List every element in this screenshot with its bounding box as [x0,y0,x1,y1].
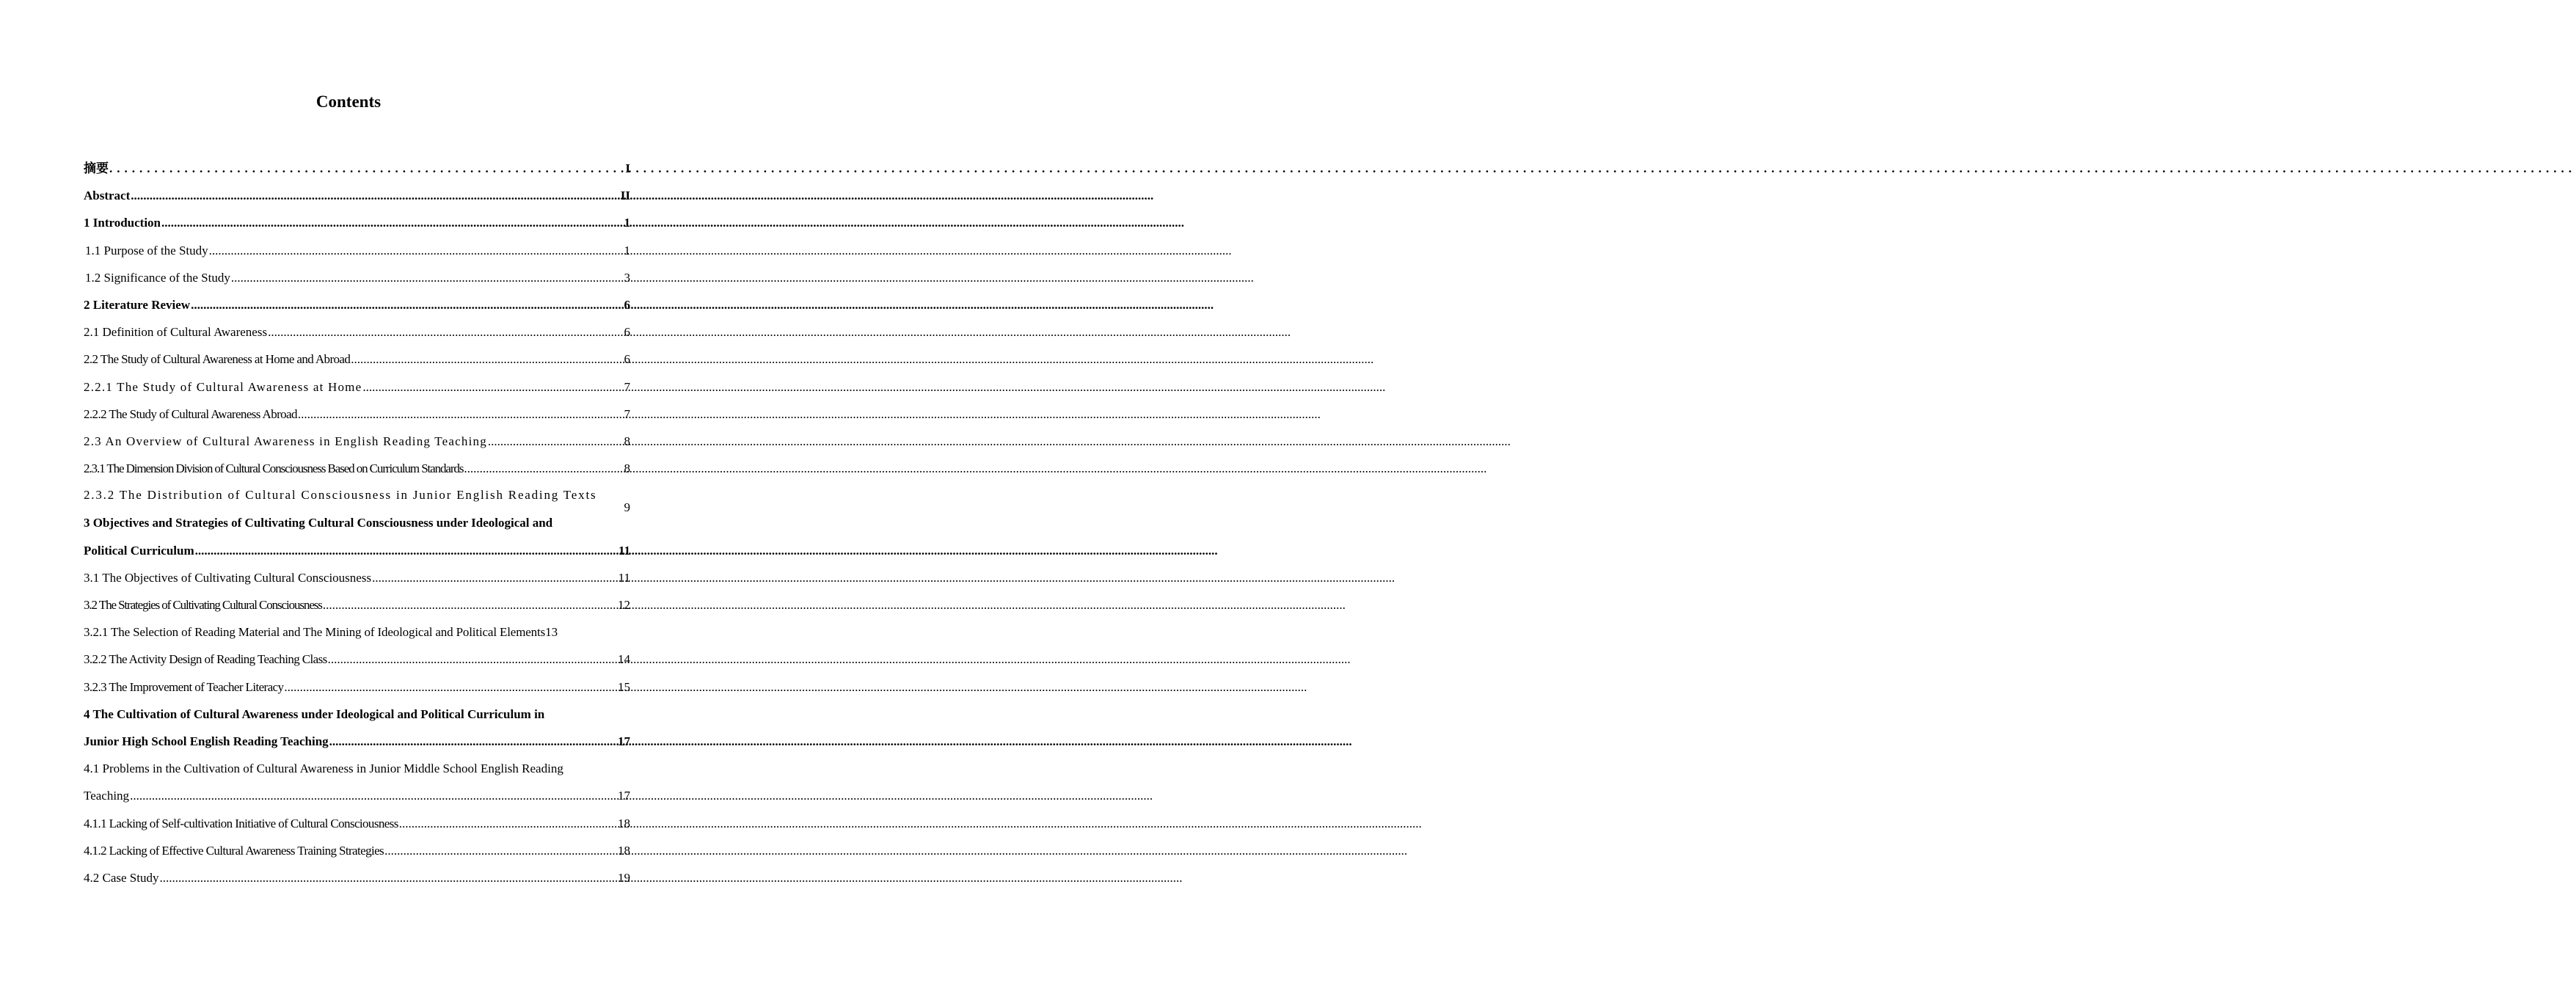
toc-entry-title: 摘要 [84,161,109,175]
toc-entry-3-1[interactable] [84,568,630,595]
toc-leader-dots [195,541,618,561]
toc-entry-4-1-line-1[interactable] [84,759,630,786]
toc-entry-title-continued: Teaching [84,789,130,803]
toc-entry-2-3-1[interactable] [84,459,630,486]
toc-leader-dots [328,649,617,670]
toc-entry-2-1[interactable] [84,322,630,349]
toc-leader-dots [191,295,623,315]
toc-entry-title: 3.1 The Objectives of Cultivating Cultural Consciousness [84,570,372,585]
toc-entry-page: 7 [624,406,630,421]
toc-entry-title: 3.2.3 The Improvement of Teacher Literacy [84,679,284,694]
toc-leader-dots [159,868,617,888]
toc-entry-4-2[interactable] [84,868,630,895]
toc-entry-page: 1 [624,243,630,258]
toc-entry-page: 11 [618,570,630,585]
toc-entry-title: 2.3 An Overview of Cultural Awareness in English Reading Teaching [84,434,487,448]
toc-entry-title: 3.2.2 The Activity Design of Reading Teaching Class [84,652,327,667]
toc-entry-title: 3.2.1 The Selection of Reading Material and The Mining of Ideological and Political Elements [84,625,546,640]
toc-entry-page: 8 [624,434,630,448]
toc-entry-2-2-2[interactable] [84,404,630,431]
toc-entry-page: 18 [618,816,630,830]
toc-entry-1-1[interactable] [84,241,630,268]
toc-entry-3-2-2[interactable] [84,649,630,676]
toc-entry-title: 4 The Cultivation of Cultural Awareness under Ideological and Political Curriculum in [84,706,545,721]
toc-entry-page: 6 [624,352,630,367]
toc-entry-chinese-abstract[interactable] [84,158,630,186]
contents-title: Contents [315,92,382,111]
toc-entry-page: 9 [624,500,630,515]
toc-leader-dots [131,186,620,206]
toc-entry-4-1-2[interactable] [84,841,630,868]
toc-entry-page: 11 [618,543,630,558]
toc-entry-title: 3.2 The Strategies of Cultivating Cultural Consciousness [84,598,322,612]
toc-entry-page: 6 [624,297,630,312]
toc-leader-dots [329,731,617,752]
toc-entry-page: II [620,189,630,203]
toc-leader-dots [268,322,623,343]
toc-entry-page: 1 [624,216,630,230]
toc-leader-dots [399,814,617,834]
document-page [0,0,697,986]
toc-leader-dots [161,213,623,233]
toc-entry-title: 1.2 Significance of the Study [85,270,230,285]
toc-entry-page: I [625,161,630,175]
toc-leader-dots [130,786,617,806]
toc-leader-dots [384,841,617,861]
toc-entry-3-2-1[interactable] [84,622,630,649]
toc-entry-page: 7 [624,379,630,394]
toc-entry-2-2-1[interactable] [84,377,630,404]
toc-entry-4-1-1[interactable] [84,814,630,841]
toc-entry-title: 1 Introduction [84,216,161,230]
toc-leader-dots [109,158,624,179]
toc-entry-page: 12 [618,598,630,612]
toc-leader-dots [209,241,624,261]
toc-entry-title-continued: Political Curriculum [84,543,194,558]
toc-leader-dots [284,677,617,698]
toc-entry-chapter-3-line-1[interactable] [84,513,630,540]
toc-entry-page: 14 [618,652,630,667]
toc-entry-title: 2 Literature Review [84,297,191,312]
toc-entry-title-continued: Junior High School English Reading Teaching [84,734,329,748]
toc-entry-title: 2.1 Definition of Cultural Awareness [84,325,268,340]
table-of-contents [84,158,630,895]
toc-entry-2-3[interactable] [84,431,630,459]
toc-leader-dots [464,459,623,479]
toc-entry-3-2[interactable] [84,595,630,622]
toc-entry-title: 3 Objectives and Strategies of Cultivating Cultural Consciousness under Ideological and [84,516,553,530]
toc-entry-2-2[interactable] [84,349,630,376]
toc-entry-title: 2.2.2 The Study of Cultural Awareness Abroad [84,406,297,421]
toc-entry-title: 2.2.1 The Study of Cultural Awareness at Home [84,379,362,394]
toc-entry-2-3-2[interactable] [84,486,630,513]
toc-leader-dots [323,595,617,616]
toc-entry-title: 4.2 Case Study [84,870,159,885]
toc-entry-title: 4.1.1 Lacking of Self-cultivation Initiative of Cultural Consciousness [84,816,398,830]
toc-leader-dots [372,568,618,588]
toc-entry-chapter-1[interactable] [84,213,630,240]
toc-entry-title: 2.2 The Study of Cultural Awareness at Home and Abroad [84,352,351,367]
toc-entry-title: 1.1 Purpose of the Study [85,243,208,258]
toc-entry-page: 15 [618,679,630,694]
toc-entry-1-2[interactable] [84,268,630,295]
toc-entry-title: 2.3.2 The Distribution of Cultural Consciousness in Junior English Reading Texts [84,488,597,503]
toc-entry-page: 17 [618,789,630,803]
toc-entry-page: 3 [624,270,630,285]
toc-entry-chapter-2[interactable] [84,295,630,322]
toc-leader-dots [488,431,624,452]
toc-entry-page: 17 [618,734,630,748]
toc-entry-chapter-3[interactable] [84,541,630,568]
toc-entry-4-1[interactable] [84,786,630,813]
toc-leader-dots [231,268,624,288]
toc-entry-page: 13 [545,625,558,640]
toc-entry-page: 18 [618,843,630,858]
toc-entry-title: Abstract [84,189,131,203]
toc-entry-chapter-4-line-1[interactable] [84,704,630,731]
toc-entry-page: 6 [624,325,630,340]
toc-entry-title: 2.3.1 The Dimension Division of Cultural Consciousness Based on Curriculum Standards [84,461,464,476]
toc-entry-title: 4.1.2 Lacking of Effective Cultural Awareness Training Strategies [84,843,384,858]
toc-leader-dots [298,404,624,425]
toc-entry-page: 8 [624,461,630,476]
toc-entry-title: 4.1 Problems in the Cultivation of Cultural Awareness in Junior Middle School English Reading [84,762,563,776]
toc-leader-dots [351,349,623,370]
toc-entry-abstract[interactable] [84,186,630,213]
toc-entry-page: 19 [618,870,630,885]
toc-leader-dots [362,377,623,398]
toc-entry-3-2-3[interactable] [84,677,630,704]
toc-entry-chapter-4[interactable] [84,731,630,759]
